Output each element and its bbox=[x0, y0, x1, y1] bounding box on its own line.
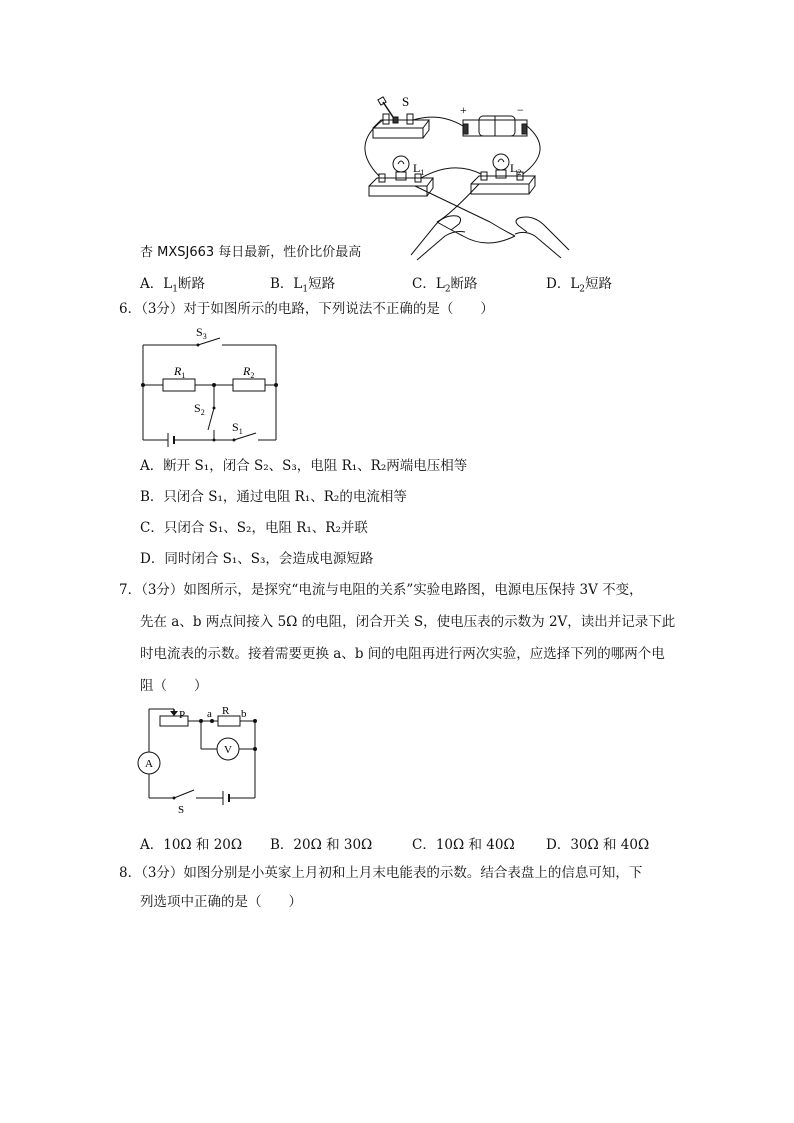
s1-label: $S_1$ bbox=[232, 420, 243, 436]
q7-stem-line3: 时电流表的示数。接着需要更换 a、b 间的电阻再进行两次实验，应选择下列的哪两个电 bbox=[140, 646, 665, 662]
s3-label: $S_3$ bbox=[196, 325, 207, 341]
q5-option-a[interactable]: A．$L_1$断路 bbox=[140, 276, 205, 295]
q6-circuit-figure bbox=[138, 322, 282, 446]
r-label: R bbox=[222, 705, 230, 717]
q7-option-a[interactable]: A．10Ω 和 20Ω bbox=[140, 837, 243, 853]
p-label: P bbox=[179, 709, 186, 721]
switch-s-blade bbox=[174, 790, 194, 798]
q7-option-d[interactable]: D．30Ω 和 40Ω bbox=[546, 837, 650, 853]
q5-option-d[interactable]: D．$L_2$短路 bbox=[546, 276, 613, 295]
resistor-r bbox=[218, 716, 240, 726]
bulb1-label: $L_1$ bbox=[413, 161, 425, 177]
minus-sign: − bbox=[517, 103, 524, 117]
a-label: a bbox=[207, 708, 212, 720]
r1-resistor bbox=[163, 379, 195, 391]
q6-option-b[interactable]: B．只闭合 S₁，通过电阻 R₁、R₂的电流相等 bbox=[140, 489, 407, 505]
s1-switch-blade bbox=[234, 433, 256, 440]
s3-switch-blade bbox=[198, 338, 220, 345]
battery-holder bbox=[463, 116, 527, 136]
q5-option-c[interactable]: C．$L_2$断路 bbox=[412, 276, 478, 295]
slider-arrow bbox=[170, 711, 178, 716]
q8-stem-line2: 列选项中正确的是（ ） bbox=[140, 894, 302, 910]
q6-option-a[interactable]: A．断开 S₁，闭合 S₂、S₃，电阻 R₁、R₂两端电压相等 bbox=[140, 458, 468, 474]
r1-label: $R_1$ bbox=[174, 364, 186, 380]
hands-drawing bbox=[411, 216, 569, 260]
q7-option-b[interactable]: B．20Ω 和 30Ω bbox=[270, 837, 373, 853]
s2-switch-blade bbox=[208, 408, 214, 430]
v-label: V bbox=[224, 744, 232, 756]
watermark-text: 杏 MXSJ663 每日最新，性价比价最高 bbox=[140, 245, 362, 260]
q7-stem-line1: 7．（3分）如图所示，是探究“电流与电阻的关系”实验电路图，电源电压保持 3V 不变， bbox=[119, 582, 643, 598]
ammeter-label: A bbox=[145, 758, 153, 770]
bulb2-label: $L_2$ bbox=[510, 161, 522, 177]
q6-option-c[interactable]: C．只闭合 S₁、S₂，电阻 R₁、R₂并联 bbox=[140, 520, 368, 536]
q5-option-b[interactable]: B．$L_1$短路 bbox=[270, 276, 336, 295]
q7-circuit-figure bbox=[136, 702, 268, 816]
switch-board bbox=[373, 97, 429, 138]
s-label: S bbox=[178, 804, 185, 816]
q7-stem-line4: 阻（ ） bbox=[140, 678, 208, 694]
q7-stem-line2: 先在 a、b 两点间接入 5Ω 的电阻，闭合开关 S，使电压表的示数为 2V，读出并记录下此 bbox=[140, 614, 676, 630]
q6-option-d[interactable]: D．同时闭合 S₁、S₃，会造成电源短路 bbox=[140, 551, 374, 567]
q8-stem-line1: 8．（3分）如图分别是小英家上月初和上月末电能表的示数。结合表盘上的信息可知，下 bbox=[119, 865, 643, 881]
q5-circuit-figure bbox=[355, 90, 585, 262]
q6-stem: 6．（3分）对于如图所示的电路，下列说法不正确的是（ ） bbox=[119, 301, 494, 317]
s2-label: $S_2$ bbox=[194, 401, 205, 417]
switch-label: S bbox=[402, 94, 410, 109]
r2-label: $R_2$ bbox=[243, 364, 255, 380]
r2-resistor bbox=[233, 379, 265, 391]
q7-option-c[interactable]: C．10Ω 和 40Ω bbox=[412, 837, 515, 853]
b-label: b bbox=[241, 708, 247, 720]
plus-sign: + bbox=[460, 103, 467, 117]
